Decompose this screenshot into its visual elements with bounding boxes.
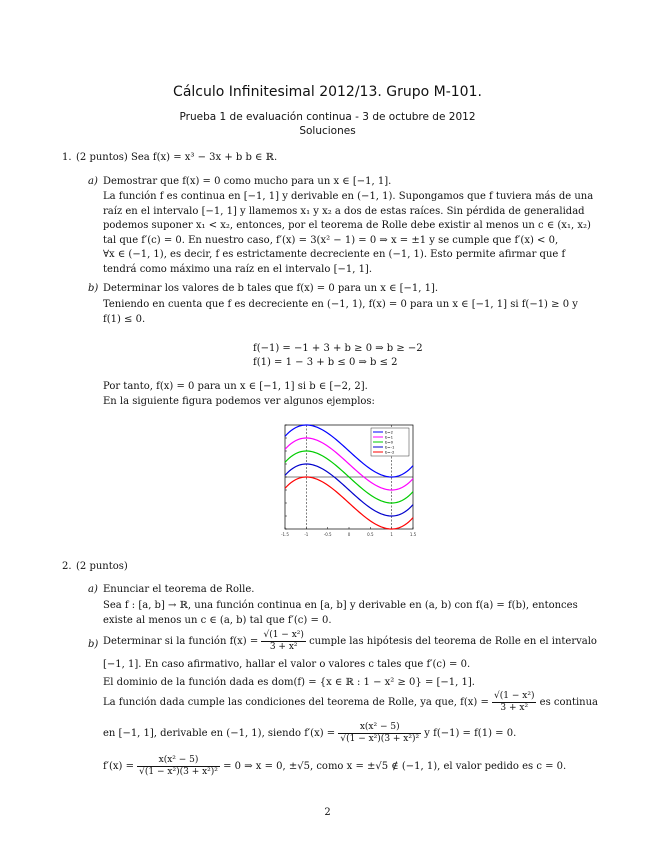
conclusion-line: Por tanto, f(x) = 0 para un x ∈ [−1, 1] si b ∈ [−2, 2].: [103, 381, 368, 392]
legend-label: b=-1: [385, 444, 395, 450]
text: en [−1, 1], derivable en (−1, 1), siendo f′(x) =: [103, 728, 336, 739]
legend-label: b=2: [385, 429, 394, 435]
x-tick-label: 1.5: [409, 532, 417, 537]
problem-1a-question: Demostrar que f(x) = 0 como mucho para un x ∈ [−1, 1].: [103, 176, 392, 187]
x-tick-label: -1.5: [281, 532, 289, 537]
x-tick-label: -0.5: [323, 532, 332, 537]
page-title: Cálculo Infinitesimal 2012/13. Grupo M-101.: [173, 84, 482, 100]
text: La función dada cumple las condiciones del teorema de Rolle, ya que, f(x) =: [103, 697, 489, 708]
text: es continua: [539, 697, 599, 708]
answer-line: Sea f : [a, b] → ℝ, una función continua en [a, b] y derivable en (a, b) con f(a) = f(b), entonces: [103, 600, 578, 611]
question-text: cumple las hipótesis del teorema de Rolle en el intervalo: [309, 636, 597, 647]
problem-2b-question: [103, 630, 603, 653]
legend-label: b=1: [385, 434, 394, 440]
answer-line: Teniendo en cuenta que f es decreciente en (−1, 1), f(x) = 0 para un x ∈ [−1, 1] si f(−1) ≥ 0 y: [103, 299, 578, 310]
legend-label: b=0: [385, 439, 394, 445]
text: y f(−1) = f(1) = 0.: [424, 728, 517, 739]
page-subtitle: Prueba 1 de evaluación continua - 3 de octubre de 2012: [179, 111, 476, 123]
x-tick-label: 1: [390, 532, 393, 537]
numerator: √(1 − x²): [494, 691, 535, 701]
equation-2: f(1) = 1 − 3 + b ≤ 0 ⇒ b ≤ 2: [253, 357, 398, 368]
answer-line: La función f es continua en [−1, 1] y derivable en (−1, 1). Supongamos que f tuviera más de una: [103, 191, 594, 202]
derivative-line: [103, 722, 603, 745]
fraction: [137, 755, 220, 778]
conditions-line: [103, 691, 603, 714]
page-subsubtitle: Soluciones: [299, 125, 356, 137]
fraction: [338, 722, 421, 745]
numerator: √(1 − x²): [263, 630, 304, 640]
problem-1-statement: (2 puntos) Sea f(x) = x³ − 3x + b b ∈ ℝ.: [76, 152, 278, 163]
text: = 0 ⇒ x = 0, ±√5, como x = ±√5 ∉ (−1, 1), el valor pedido es c = 0.: [223, 761, 567, 772]
domain-line: El dominio de la función dada es dom(f) = {x ∈ ℝ : 1 − x² ≥ 0} = [−1, 1].: [103, 677, 475, 688]
denominator: 3 + x²: [500, 703, 529, 713]
x-tick-label: -1: [304, 532, 309, 537]
problem-2a-label: a): [88, 584, 98, 595]
problem-2-statement: (2 puntos): [76, 561, 128, 572]
answer-line: ∀x ∈ (−1, 1), es decir, f es estrictamente decreciente en (−1, 1). Esto permite afirmar que f: [103, 249, 566, 260]
answer-line: raíz en el intervalo [−1, 1] y llamemos x₁ y x₂ a dos de estas raíces. Sin pérdida de generalidad: [103, 205, 585, 217]
problem-1b-label: b): [88, 283, 99, 294]
fraction: [261, 630, 305, 653]
text: f′(x) =: [103, 761, 134, 772]
answer-line: tal que f′(c) = 0. En nuestro caso, f′(x) = 3(x² − 1) = 0 ⇒ x = ±1 y se cumple que f′(x) < 0,: [103, 234, 559, 246]
problem-2a-answer: [103, 599, 598, 628]
problem-2a-question: Enunciar el teorema de Rolle.: [103, 584, 255, 595]
solution-line: [103, 755, 603, 778]
question-text: Determinar si la función f(x) =: [103, 636, 259, 647]
fraction: [492, 691, 536, 714]
x-tick-label: 0: [347, 532, 351, 537]
problem-2b-label: b): [88, 639, 99, 650]
problem-1a-label: a): [88, 176, 98, 187]
problem-1b-question: Determinar los valores de b tales que f(x) = 0 para un x ∈ [−1, 1].: [103, 283, 439, 294]
denominator: √(1 − x²)(3 + x²)²: [139, 767, 218, 777]
page-number: 2: [324, 807, 331, 818]
problem-2b-question-line2: [−1, 1]. En caso afirmativo, hallar el valor o valores c tales que f′(c) = 0.: [103, 659, 471, 670]
numerator: x(x² − 5): [338, 722, 421, 734]
problem-2-number: 2.: [62, 561, 72, 572]
numerator: x(x² − 5): [137, 755, 220, 767]
figure-intro-line: En la siguiente figura podemos ver algunos ejemplos:: [103, 396, 375, 407]
denominator: √(1 − x²)(3 + x²)²: [340, 734, 420, 744]
answer-line: tendrá como máximo una raíz en el intervalo [−1, 1].: [103, 263, 373, 275]
equation-1: f(−1) = −1 + 3 + b ≥ 0 ⇒ b ≥ −2: [253, 343, 423, 354]
legend-label: b=-2: [385, 449, 395, 455]
x-tick-label: 0.5: [367, 532, 374, 537]
problem-1b-answer: [103, 298, 598, 327]
answer-line: f(1) ≤ 0.: [103, 313, 146, 325]
answer-line: existe al menos un c ∈ (a, b) tal que f′(c) = 0.: [103, 614, 332, 626]
denominator: 3 + x²: [269, 642, 298, 652]
problem-1-number: 1.: [62, 152, 72, 163]
answer-line: podemos suponer x₁ < x₂, entonces, por el teorema de Rolle debe existir al menos un c ∈ (x₁, x₂): [103, 220, 591, 231]
problem-1a-answer: [103, 190, 598, 277]
example-plot: [277, 421, 418, 539]
